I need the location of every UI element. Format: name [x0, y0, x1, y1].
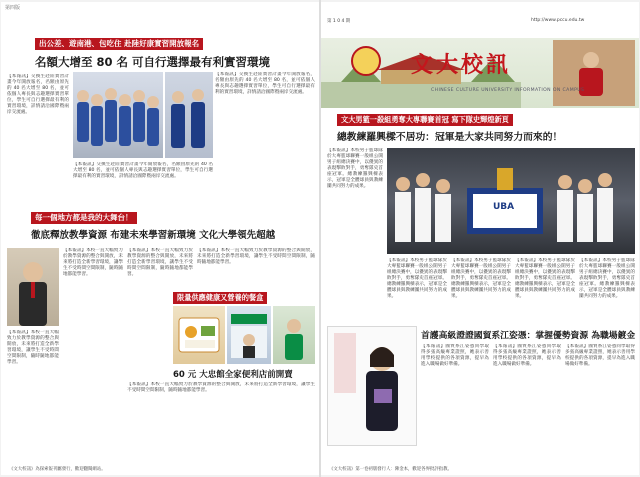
food-banner: 限量供應健康又營養的餐盒	[173, 292, 267, 304]
internship-headline: 名額大增至 80 名 可自行選擇最有利實習環境	[35, 55, 271, 69]
trophy-board-label: UBA	[493, 202, 515, 212]
resources-headline: 徹底釋放教學資源 布建未來學習新環境 文化大學領先超越	[31, 230, 276, 241]
student-article: 【本報訊】國貿系江姿憑同學取得多張高級專業證照，她表示善用學校提供的各項資源，提早為進入職場做好準備。	[421, 344, 489, 367]
basketball-article-col2: 【本報訊】本校男子籃球隊於大專籃球聯賽一般組公開男子組總決賽中，以優異的表現擊敗對手，勇奪隊史首座冠軍。總教練羅興樑表示，冠軍是全體球員與教練團共同努力的成果。	[387, 258, 447, 299]
internship-banner: 出公差、遊南港、包吃住 赴陸好康實習開放報名	[35, 38, 203, 50]
resources-article-col4: 【本報訊】本校一直大幅致力於教學資源的整合與開放，未來將打造全新學習環境，讓學生不受時間空間限制，隨時隨地都能學習。	[197, 248, 315, 265]
staff-photo	[273, 306, 315, 364]
masthead-info-bar	[321, 16, 639, 32]
basketball-banner: 文大男籃一殺組勇奪大專聯賽首冠 寫下隊史輝煌新頁	[337, 114, 513, 126]
basketball-headline: 總教練羅興樑不居功：冠軍是大家共同努力而來的！	[337, 132, 563, 143]
masthead-title: 文大校訊	[411, 52, 512, 78]
student-headline: 首護高級證證國貿系江姿憑：掌握優勢資源 為職場鍍金	[421, 331, 636, 341]
university-logo-icon	[351, 46, 381, 76]
food-article: 【本報訊】本校一直大幅致力於教學資源的整合與開放，未來將打造全新學習環境，讓學生不受時間空間限制，隨時隨地都能學習。	[127, 382, 315, 393]
right-page	[321, 2, 639, 475]
student-article-col2: 【本報訊】國貿系江姿憑同學取得多張高級專業證照，她表示善用學校提供的各項資源，提早為進入職場做好準備。	[493, 344, 561, 367]
basketball-article: 【本報訊】本校男子籃球隊於大專籃球聯賽一般組公開男子組總決賽中，以優異的表現擊敗對手，勇奪隊史首座冠軍。總教練羅興樑表示，冠軍是全體球員與教練團共同努力的成果。	[327, 148, 383, 189]
internship-article-cont: 【本報訊】交換生赴陸實習計畫今年開放報名，名額由原先的 40 名大增至 80 名，並可依個人專長與志趣選擇實習單位，學生可自行選擇最有利的實習環境，詳情請洽國際暨兩岸交流處。	[215, 72, 315, 95]
resources-article-col2: 【本報訊】本校一直大幅致力於教學資源的整合與開放，未來將打造全新學習環境，讓學生不受時間空間限制，隨時隨地都能學習。	[63, 248, 123, 277]
masthead	[321, 38, 639, 108]
speaker-photo	[7, 248, 59, 326]
student-article-col3: 【本報訊】國貿系江姿憑同學取得多張高級專業證照，她表示善用學校提供的各項資源，提早為進入職場做好準備。	[565, 344, 635, 367]
food-headline: 60 元 大忠館全家便利店前開賣	[173, 370, 293, 380]
basketball-article-col4: 【本報訊】本校男子籃球隊於大專籃球聯賽一般組公開男子組總決賽中，以優異的表現擊敗對手，勇奪隊史首座冠軍。總教練羅興樑表示，冠軍是全體球員與教練團共同努力的成果。	[515, 258, 575, 299]
internship-group-photo	[73, 72, 163, 158]
internship-article: 【本報訊】交換生赴陸實習計畫今年開放報名，名額由原先的 40 名大增至 80 名，並可依個人專長與志趣選擇實習單位，學生可自行選擇最有利的實習環境，詳情請洽國際暨兩岸交流處。	[7, 74, 69, 115]
left-footer: 《文大校訊》為探索報刊屬發行，歡迎翻閱網站。	[9, 467, 106, 472]
internship-photo-2	[165, 72, 213, 158]
basketball-team-photo	[387, 148, 635, 254]
student-profile-box	[327, 326, 417, 446]
basketball-article-col5: 【本報訊】本校男子籃球隊於大專籃球聯賽一般組公開男子組總決賽中，以優異的表現擊敗對手，勇奪隊史首座冠軍。總教練羅興樑表示，冠軍是全體球員與教練團共同努力的成果。	[579, 258, 635, 299]
store-photo	[227, 306, 271, 364]
edition-label: 第四版	[5, 5, 21, 11]
masthead-number: 第 1 0 4 期	[327, 19, 351, 24]
masthead-url[interactable]: http://www.pccu.edu.tw	[531, 18, 585, 23]
masthead-subtitle: CHINESE CULTURE UNIVERSITY INFORMATION ON CAMPUS	[431, 88, 585, 93]
internship-article-bottom: 【本報訊】交換生赴陸實習計畫今年開放報名，名額由原先的 40 名大增至 80 名，並可依個人專長與志趣選擇實習單位，學生可自行選擇最有利的實習環境，詳情請洽國際暨兩岸交流處。	[73, 162, 213, 179]
right-footer: 《文大校訊》第一卷初版發行人：陳金本，歡迎各界批評指教。	[329, 467, 452, 472]
stage-banner: 每一個地方都是我的大舞台！	[31, 212, 137, 224]
basketball-article-col3: 【本報訊】本校男子籃球隊於大專籃球聯賽一般組公開男子組總決賽中，以優異的表現擊敗對手，勇奪隊史首座冠軍。總教練羅興樑表示，冠軍是全體球員與教練團共同努力的成果。	[451, 258, 511, 299]
resources-article-col3: 【本報訊】本校一直大幅致力於教學資源的整合與開放，未來將打造全新學習環境，讓學生不受時間空間限制，隨時隨地都能學習。	[127, 248, 193, 277]
resources-article: 【本報訊】本校一直大幅致力於教學資源的整合與開放，未來將打造全新學習環境，讓學生不受時間空間限制，隨時隨地都能學習。	[7, 330, 59, 365]
bento-photo	[173, 306, 225, 364]
left-page	[1, 2, 319, 475]
